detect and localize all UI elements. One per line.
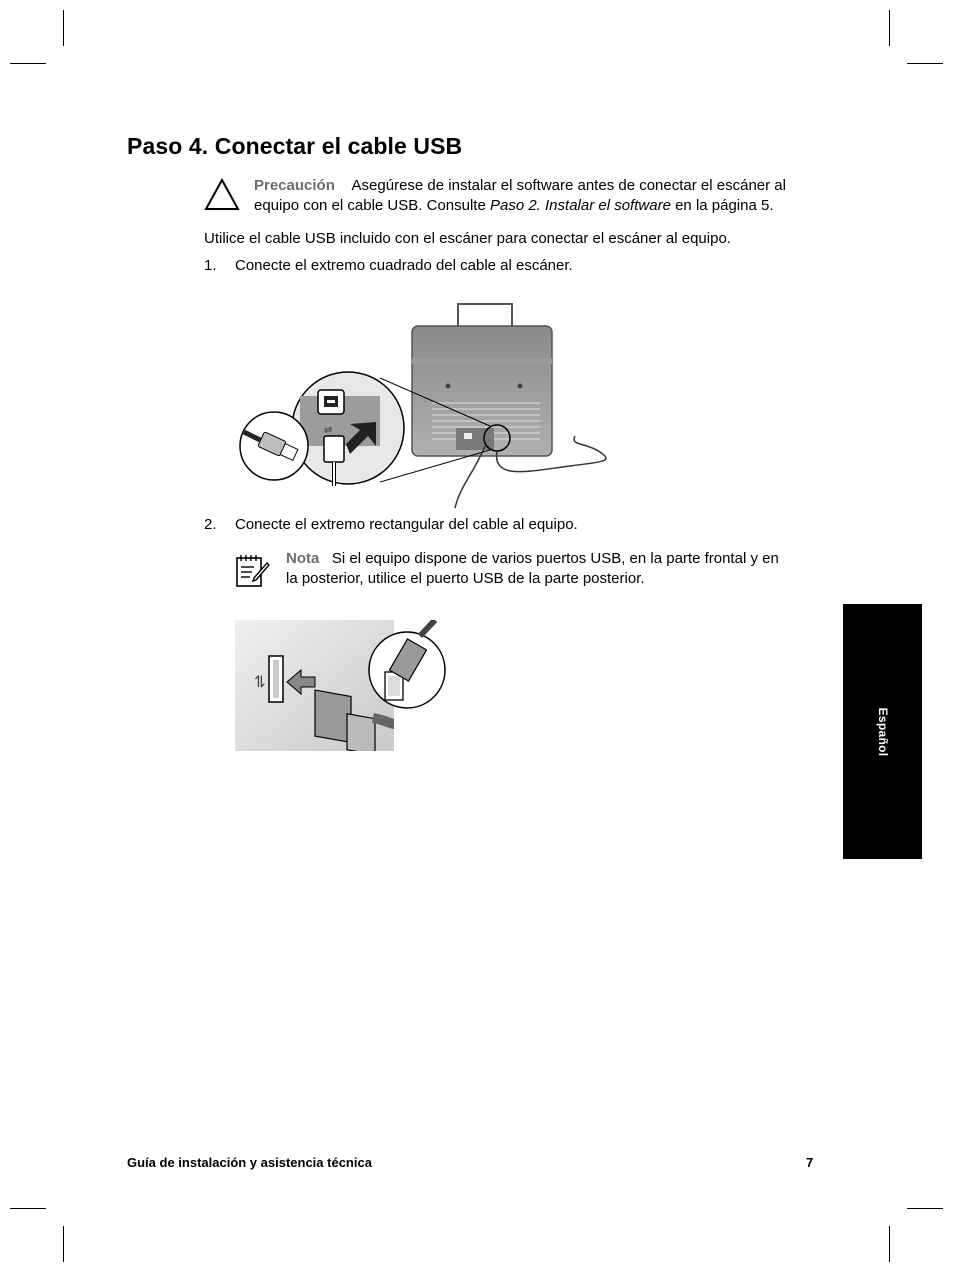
step-1-number: 1. <box>204 257 217 274</box>
step-1-text: Conecte el extremo cuadrado del cable al escáner. <box>235 257 573 274</box>
note-line-1: Si el equipo dispone de varios puertos USB, en la parte frontal y en <box>331 550 779 567</box>
crop-mark <box>907 1208 943 1209</box>
note-text <box>286 549 826 589</box>
scanner-usb-illustration <box>230 296 620 512</box>
note-pad-icon <box>234 552 270 588</box>
intro-text: Utilice el cable USB incluido con el escáner para conectar el escáner al equipo. <box>204 230 731 247</box>
svg-text:⇌: ⇌ <box>324 425 333 436</box>
note-label: Nota <box>286 550 320 567</box>
caution-line-1: Asegúrese de instalar el software antes de conectar el escáner al <box>351 177 786 194</box>
footer-title: Guía de instalación y asistencia técnica <box>127 1155 372 1170</box>
crop-mark <box>63 10 64 46</box>
caution-reference: Paso 2. Instalar el software <box>489 197 671 214</box>
crop-mark <box>10 63 46 64</box>
note-line-2: la posterior, utilice el puerto USB de la parte posterior. <box>286 570 645 587</box>
crop-mark <box>889 10 890 46</box>
crop-mark <box>889 1226 890 1262</box>
caution-line-2a: equipo con el cable USB. Consulte <box>254 197 490 214</box>
svg-text:⇌: ⇌ <box>250 674 269 688</box>
language-tab <box>843 604 922 859</box>
step-2-number: 2. <box>204 516 217 533</box>
crop-mark <box>907 63 943 64</box>
step-2-text: Conecte el extremo rectangular del cable al equipo. <box>235 516 578 533</box>
caution-line-2b: en la página 5. <box>670 197 774 214</box>
warning-triangle-icon <box>204 178 240 212</box>
caution-label: Precaución <box>254 177 335 194</box>
computer-usb-illustration <box>235 620 449 751</box>
language-tab-label: Español <box>875 707 890 756</box>
crop-mark <box>10 1208 46 1209</box>
crop-mark <box>63 1226 64 1262</box>
page-number: 7 <box>806 1155 814 1170</box>
caution-text <box>254 176 834 216</box>
page-title: Paso 4. Conectar el cable USB <box>127 133 463 159</box>
